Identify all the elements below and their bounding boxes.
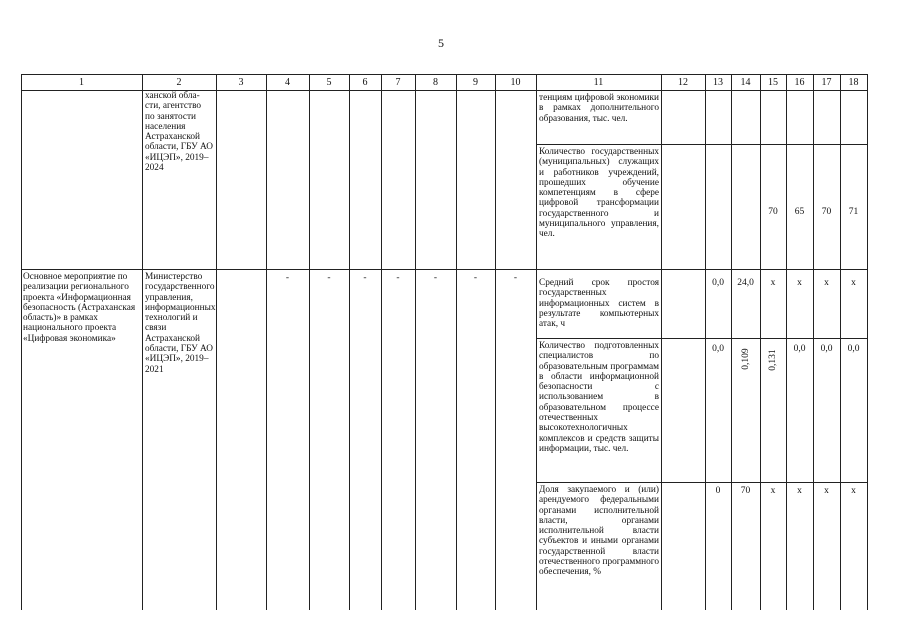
- col-header-16: 16: [794, 77, 805, 88]
- value-cell: х: [770, 278, 776, 288]
- dash-cell: -: [513, 273, 518, 283]
- value-cell: х: [770, 486, 776, 496]
- value-cell: 0,0: [820, 344, 833, 354]
- dash-cell: -: [285, 273, 290, 283]
- value-cell: х: [851, 486, 856, 496]
- indicator-cell: Доля закупаемого и (или) арендуемого федеральными органами исполнительной власти, органами исполнительной власти субъектов и иными органами государственной власти отечественного программного обеспечения, %: [539, 485, 659, 578]
- col-header-11: 11: [593, 77, 604, 88]
- value-cell: 70: [768, 207, 778, 217]
- col-header-13: 13: [713, 77, 723, 88]
- value-cell: 0: [715, 486, 721, 496]
- indicator-cell: Количество подготовленных специалистов по образовательным программам в области информационной безопасности с использованием в образовательном процессе отечественных высокотехнологичных комплексов и средств защиты информации, тыс. чел.: [539, 341, 659, 454]
- indicator-cell: Количество государственных (муниципальных) служащих и работников учреждений, прошедших обучение компетенциям в сфере цифровой трансформации государственного и муниципального управления, чел.: [539, 147, 659, 240]
- value-cell: 0,0: [712, 344, 724, 354]
- col-header-7: 7: [395, 77, 401, 88]
- col-header-2: 2: [176, 77, 182, 88]
- col-header-6: 6: [362, 77, 368, 88]
- value-cell: 70: [821, 207, 832, 217]
- col-header-8: 8: [433, 77, 438, 88]
- measure-cell: Основное мероприятие по реализации регионального проекта «Информационная безопасность (Астраханская область)» в рамках национального проекта «Цифровая экономика»: [23, 272, 136, 344]
- page-number: 5: [438, 36, 444, 50]
- dash-cell: -: [396, 273, 400, 283]
- value-cell: 24,0: [737, 278, 754, 288]
- col-header-5: 5: [326, 77, 332, 88]
- col-header-10: 10: [510, 77, 521, 88]
- col-header-18: 18: [848, 77, 859, 88]
- value-cell: 70: [740, 486, 751, 496]
- col-header-9: 9: [473, 77, 478, 88]
- col-header-1: 1: [79, 77, 84, 88]
- value-cell: 0,0: [847, 344, 860, 354]
- value-cell: х: [824, 278, 829, 288]
- value-cell: 0,0: [712, 278, 724, 288]
- value-cell: 0,0: [793, 344, 806, 354]
- value-cell: х: [797, 486, 802, 496]
- col-header-14: 14: [740, 77, 751, 88]
- col-header-3: 3: [238, 77, 244, 88]
- value-cell: 0,131: [768, 349, 778, 371]
- col-header-17: 17: [821, 77, 832, 88]
- col-header-15: 15: [768, 77, 778, 88]
- dash-cell: -: [363, 273, 367, 283]
- executor-cell: Министерство государственного управления, информационных технологий и связи Астраханской области, ГБУ АО «ИЦЭП», 2019–2021: [145, 272, 216, 375]
- dash-cell: -: [327, 273, 331, 283]
- col-header-4: 4: [285, 77, 290, 88]
- dash-cell: -: [473, 273, 478, 283]
- value-cell: х: [824, 486, 829, 496]
- indicator-cell-continued: тенциям цифровой экономики в рамках дополнительного образования, тыс. чел.: [539, 93, 659, 124]
- indicator-cell: Средний срок простоя государственных информационных систем в результате компьютерных атак, ч: [539, 278, 659, 330]
- value-cell: 65: [794, 207, 805, 217]
- value-cell: х: [851, 278, 856, 288]
- value-cell: х: [797, 278, 802, 288]
- col-header-12: 12: [678, 77, 688, 88]
- value-cell: 71: [848, 207, 859, 217]
- value-cell: 0,109: [741, 348, 751, 370]
- executor-cell-continued: ханской обла-сти, агентство по занятости населения Астраханской области, ГБУ АО «ИЦЭП», 2019–2024: [145, 91, 213, 174]
- dash-cell: -: [433, 273, 438, 283]
